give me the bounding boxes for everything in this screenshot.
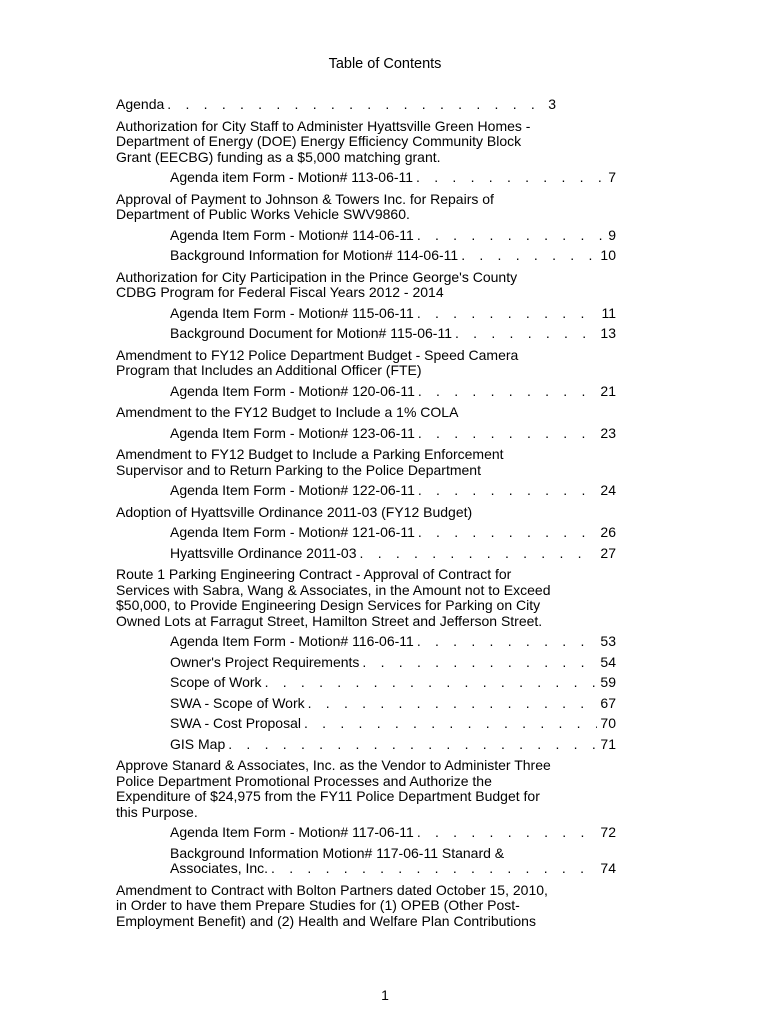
dot-leader — [360, 546, 598, 562]
toc-page-number: 53 — [600, 633, 616, 649]
toc-section-entry — [116, 270, 556, 301]
toc-subentry[interactable] — [170, 525, 616, 541]
toc-page-number: 10 — [600, 247, 616, 263]
toc-subentry[interactable] — [170, 306, 616, 322]
toc-page-number: 21 — [600, 382, 616, 399]
toc-page-number: 59 — [600, 674, 616, 690]
toc-page-number: 71 — [600, 735, 616, 752]
toc-entry-label: Approval of Payment to Johnson & Towers Inc. for Repairs of Department of Public Works Vehicle SWV9860. — [116, 190, 494, 222]
toc-entry-label: Agenda Item Form - Motion# 116-06-11 — [170, 633, 414, 649]
toc-entry-label: Amendment to the FY12 Budget to Include a 1% COLA — [116, 404, 459, 420]
toc-entry-label: Associates, Inc. — [170, 860, 269, 876]
toc-subentry[interactable] — [170, 326, 616, 342]
dot-leader — [271, 861, 597, 877]
toc-page-number: 70 — [600, 715, 616, 731]
toc-section-entry — [116, 348, 556, 379]
toc-entry-label: Amendment to FY12 Police Department Budget - Speed Camera Program that Includes an Additional Officer (FTE) — [116, 346, 519, 378]
toc-entry-label: Scope of Work — [170, 674, 262, 690]
toc-entry-label: Agenda Item Form - Motion# 123-06-11 — [170, 424, 415, 441]
dot-leader — [304, 716, 597, 732]
toc-page-number: 23 — [600, 424, 616, 441]
toc-subentry[interactable] — [170, 716, 616, 732]
toc-entry-label: Adoption of Hyattsville Ordinance 2011-03 (FY12 Budget) — [116, 503, 473, 520]
toc-subentry[interactable] — [170, 426, 616, 442]
toc-entry-label: GIS Map — [170, 735, 226, 752]
toc-page-number: 24 — [600, 482, 616, 498]
dot-leader — [416, 170, 605, 186]
toc-subentry[interactable] — [170, 170, 616, 186]
dot-leader — [418, 525, 598, 541]
toc-page-number: 67 — [600, 694, 616, 711]
toc-entry-label: Background Information Motion# 117-06-11 Stanard & — [170, 844, 505, 861]
toc-subentry[interactable] — [170, 696, 616, 712]
toc-page-number: 27 — [600, 544, 616, 561]
toc-entry-label: Amendment to FY12 Budget to Include a Parking Enforcement Supervisor and to Return Parking to the Police Department — [116, 446, 504, 478]
toc-section-entry — [116, 505, 556, 521]
toc-entry-label: Background Document for Motion# 115-06-11 — [170, 325, 452, 341]
dot-leader — [417, 228, 605, 244]
toc-entry-label: SWA - Scope of Work — [170, 694, 305, 711]
toc-section-entry — [116, 119, 556, 166]
toc-entry-label: Owner's Project Requirements — [170, 653, 360, 670]
dot-leader — [418, 384, 598, 400]
toc-entry-label: Background Information for Motion# 114-06-11 — [170, 247, 459, 263]
dot-leader — [265, 675, 598, 691]
toc-list — [116, 97, 616, 929]
toc-subentry[interactable] — [170, 655, 616, 671]
toc-entry-label: Agenda Item Form - Motion# 117-06-11 — [170, 824, 414, 840]
dot-leader — [455, 326, 597, 342]
dot-leader — [418, 483, 598, 499]
toc-page-number: 3 — [548, 96, 556, 112]
toc-section-entry — [116, 758, 556, 820]
toc-page-number: 72 — [600, 824, 616, 840]
toc-subentry[interactable] — [170, 248, 616, 264]
toc-entry-label: Authorization for City Participation in the Prince George's County CDBG Program for Federal Fiscal Years 2012 - 2014 — [116, 268, 518, 300]
toc-subentry[interactable] — [170, 675, 616, 691]
toc-page-number: 13 — [600, 325, 616, 341]
toc-page-number: 54 — [600, 653, 616, 670]
toc-subentry[interactable] — [170, 384, 616, 400]
toc-page-number: 74 — [600, 860, 616, 876]
toc-subentry[interactable] — [170, 737, 616, 753]
dot-leader — [308, 696, 598, 712]
dot-leader — [417, 306, 599, 322]
toc-subentry[interactable] — [170, 228, 616, 244]
toc-section-entry[interactable] — [116, 97, 556, 113]
page-number: 1 — [381, 987, 389, 1003]
dot-leader — [417, 825, 598, 841]
toc-entry-label: SWA - Cost Proposal — [170, 715, 301, 731]
toc-entry-label: Authorization for City Staff to Administer Hyattsville Green Homes - Department of Energy (DOE) Energy Efficiency Community Block Grant (EECBG) funding as a $5,000 matching grant. — [116, 117, 531, 165]
toc-page-number: 11 — [601, 304, 616, 321]
toc-entry-label: Hyattsville Ordinance 2011-03 — [170, 544, 357, 561]
toc-section-entry — [116, 883, 556, 930]
toc-entry-label: Agenda — [116, 96, 165, 112]
dot-leader — [167, 97, 545, 113]
toc-page-number: 7 — [608, 169, 616, 185]
dot-leader — [418, 426, 598, 442]
toc-section-entry — [116, 192, 556, 223]
toc-page-number: 9 — [608, 226, 616, 243]
toc-entry-label: Route 1 Parking Engineering Contract - Approval of Contract for Services with Sabra, Wang & Associates, in the Amount not to Exceed $50,000, to Provide Engineering Design Services for Parking on City Owned Lots at Farragut Street, Hamilton Street and Jefferson Street. — [116, 566, 551, 629]
toc-subentry[interactable] — [170, 634, 616, 650]
toc-entry-label: Agenda Item Form - Motion# 121-06-11 — [170, 524, 415, 540]
dot-leader — [362, 655, 597, 671]
toc-entry-label: Agenda Item Form - Motion# 115-06-11 — [170, 304, 414, 321]
toc-entry-label: Amendment to Contract with Bolton Partners dated October 15, 2010, in Order to have them Prepare Studies for (1) OPEB (Other Post-Employment Benefit) and (2) Health and Welfare Plan Contributions — [116, 881, 548, 929]
toc-section-entry — [116, 405, 556, 421]
toc-section-entry — [116, 447, 556, 478]
toc-section-entry — [116, 567, 556, 629]
toc-page-number: 26 — [600, 524, 616, 540]
toc-entry-label: Agenda Item Form - Motion# 122-06-11 — [170, 482, 415, 498]
toc-subentry[interactable] — [170, 483, 616, 499]
dot-leader — [228, 737, 597, 753]
toc-title: Table of Contents — [328, 56, 442, 72]
toc-subentry[interactable] — [170, 825, 616, 841]
dot-leader — [461, 248, 597, 264]
toc-entry-label: Agenda item Form - Motion# 113-06-11 — [170, 169, 414, 185]
toc-entry-label: Agenda Item Form - Motion# 114-06-11 — [170, 226, 414, 243]
toc-entry-label: Agenda Item Form - Motion# 120-06-11 — [170, 382, 415, 399]
toc-subentry[interactable] — [170, 846, 616, 877]
toc-entry-label: Approve Stanard & Associates, Inc. as the Vendor to Administer Three Police Department Promotional Processes and Authorize the Expenditure of $24,975 from the FY11 Police Department Budget for this Purpose. — [116, 757, 551, 820]
toc-subentry[interactable] — [170, 546, 616, 562]
dot-leader — [417, 634, 598, 650]
